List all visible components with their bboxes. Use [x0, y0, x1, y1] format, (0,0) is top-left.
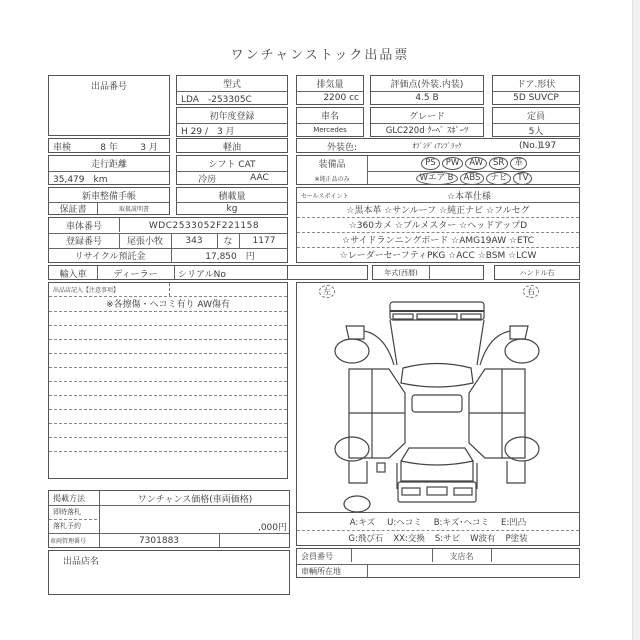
- handle-box: [494, 265, 580, 280]
- inspection-year: 8 年: [100, 142, 118, 153]
- damage-legend-box: [296, 512, 580, 546]
- grade-box: [370, 107, 484, 137]
- displacement-box: [296, 75, 364, 105]
- serial-number-label: シリアルNo: [178, 269, 226, 280]
- listing-method-value: ワンチャンス価格(車両価格): [137, 494, 253, 505]
- notes-header: 出品店記入【注意事項】: [53, 287, 120, 294]
- equipment-tv: TV: [513, 172, 532, 185]
- car-body-diagram: [297, 283, 581, 503]
- grade-score-label: 評価点(外装.内装): [390, 80, 464, 90]
- shop-name-box: [48, 550, 290, 595]
- plate-region: 尾張小牧: [126, 237, 163, 247]
- car-name-label: 車名: [320, 112, 339, 122]
- sheet-title: ワンチャンストック出品票: [230, 48, 410, 63]
- equipment-ps: PS: [421, 157, 440, 170]
- diagram-left-label: 左: [319, 285, 335, 298]
- legend-w: W波有: [470, 534, 496, 544]
- exterior-color-box: [296, 138, 580, 153]
- plate-label: 登録番号: [65, 237, 102, 247]
- equipment-box: [296, 155, 580, 185]
- plate-kana: な: [223, 237, 233, 247]
- import-value: ディーラー: [113, 269, 158, 280]
- legend-p: P塗装: [505, 534, 528, 544]
- damage-diagram-box: [296, 282, 580, 532]
- vehicle-location-label: 車輌所在地: [301, 566, 341, 576]
- equipment-abs: ABS: [460, 172, 485, 185]
- vin-value: WDC2533052F221158: [148, 220, 260, 231]
- sales-point-1: ☆本革仕様: [446, 191, 492, 202]
- equipment-pw: PW: [442, 157, 464, 170]
- equipment-row-1: [367, 156, 581, 171]
- legend-row-2: [297, 530, 579, 546]
- first-registration-value: H 29 / 3 月: [181, 126, 235, 137]
- first-registration-box: [176, 107, 288, 137]
- inspection-label: 車検: [53, 142, 72, 153]
- management-number-value: 7301883: [138, 535, 180, 546]
- equipment-aw: AW: [465, 157, 487, 170]
- grade-value: GLC220d ｸｰﾍﾟ ｽﾎﾟｰﾂ: [385, 126, 469, 136]
- lot-number-box: [48, 75, 170, 136]
- equipment-leather: 革: [510, 157, 527, 170]
- legend-g: G:飛び石: [348, 534, 384, 544]
- model-code-value: LDA -253305C: [181, 94, 252, 105]
- fuel-box: [176, 138, 288, 153]
- member-number-label: 会員番号: [301, 552, 333, 561]
- bid-reserve-value: ,000円: [257, 522, 287, 533]
- door-body-label: ドア.形状: [516, 80, 556, 90]
- grade-label: グレード: [408, 112, 445, 122]
- sales-point-5: ☆レーダーセーフティPKG ☆ACC ☆BSM ☆LCW: [339, 251, 537, 261]
- equipment-navi: ナビ: [486, 172, 511, 185]
- legend-s: S:サビ: [434, 534, 461, 544]
- fuel-value: 軽油: [222, 142, 241, 153]
- first-registration-label: 初年度登録: [209, 112, 255, 122]
- instant-bid-label: 即時落札: [53, 508, 81, 516]
- legend-u: U:ヘコミ: [387, 517, 422, 528]
- load-capacity-box: [176, 187, 288, 215]
- door-body-value: 5D SUVCP: [513, 93, 559, 103]
- sales-point-2: ☆黒本革 ☆サンルーフ ☆純正ナビ ☆フルセグ: [346, 206, 530, 216]
- legend-e: E:凹凸: [500, 517, 527, 528]
- plate-number: 1177: [252, 235, 276, 246]
- diagram-right-label: 右: [523, 285, 539, 298]
- capacity-label: 定員: [526, 112, 545, 122]
- legend-a: A:キズ: [349, 517, 376, 528]
- color-number-value: 197: [539, 141, 557, 151]
- equipment-sr: SR: [489, 157, 508, 170]
- sales-point-label: セールスポイント: [301, 192, 349, 200]
- car-name-box: [296, 107, 364, 137]
- warranty-label: 保証書: [59, 205, 87, 215]
- load-capacity-value: kg: [226, 203, 238, 214]
- grade-score-box: [370, 75, 484, 105]
- service-book-label: 新車整備手帳: [81, 191, 136, 202]
- vin-plate-box: [48, 217, 288, 263]
- inspection-box: [48, 138, 170, 153]
- inspection-month: 3 月: [140, 142, 158, 153]
- scan-edge: [632, 0, 640, 640]
- shift-ac-box: [176, 155, 288, 185]
- model-code-label: 型式: [222, 80, 241, 90]
- model-year-box: [372, 265, 484, 280]
- ac-value: AAC: [250, 173, 269, 183]
- color-number-label: (No.): [519, 141, 541, 151]
- import-label: 輸入車: [59, 269, 87, 280]
- sales-points-box: [296, 187, 580, 263]
- legend-b: B:キズ･ヘコミ: [433, 517, 489, 528]
- model-year-label: 年式(西暦): [384, 269, 418, 277]
- handle-label: ハンドル右: [519, 269, 555, 277]
- grade-score-value: 4.5 B: [415, 93, 439, 103]
- exterior-color-value: ｵﾌﾞｼﾃﾞｨｱﾝﾌﾞﾗｯｸ: [412, 142, 462, 150]
- import-box: [48, 265, 288, 280]
- sales-point-3: ☆360カメ ☆ブルメスター ☆ヘッドアップD: [348, 221, 528, 231]
- mileage-value: 35,479 km: [53, 174, 108, 185]
- door-body-box: [492, 75, 580, 105]
- shop-name-label: 出品店名: [63, 556, 100, 567]
- manual-label: 取扱説明書: [118, 206, 149, 213]
- shift-label: シフト CAT: [208, 160, 256, 170]
- sales-point-4: ☆サイドランニングボード ☆AMG19AW ☆ETC: [342, 236, 534, 246]
- capacity-value: 5人: [528, 126, 544, 137]
- equipment-label: 装備品: [318, 160, 346, 170]
- lot-number-label: 出品番号: [90, 81, 127, 92]
- model-year-value: [429, 266, 485, 280]
- capacity-box: [492, 107, 580, 137]
- branch-name-label: 支店名: [449, 552, 474, 561]
- serial-number-continuation: [288, 265, 368, 280]
- listing-method-label: 掲載方法: [53, 493, 85, 503]
- listing-method-box: [48, 490, 290, 548]
- model-code-box: [176, 75, 288, 105]
- equipment-row-2: [367, 171, 581, 185]
- vin-label: 車体番号: [65, 222, 102, 232]
- recycle-fee-label: リサイクル預託金: [74, 252, 146, 262]
- member-info-box: [296, 548, 580, 578]
- car-name-value: Mercedes: [313, 126, 347, 134]
- mileage-box: [48, 155, 170, 185]
- lot-number-value: [49, 96, 169, 130]
- load-capacity-label: 積載量: [218, 191, 246, 202]
- ac-label: 冷房: [198, 174, 217, 185]
- management-number-label: 車両管理番号: [50, 538, 87, 545]
- bid-reserve-label: 落札予約: [53, 522, 81, 530]
- service-book-box: [48, 187, 170, 215]
- mileage-label: 走行距離: [90, 160, 127, 170]
- equipment-note: ※純正品のみ: [314, 175, 350, 183]
- legend-row-1: [297, 513, 579, 530]
- displacement-value: 2200 cc: [323, 93, 359, 103]
- notes-line-1: ※各擦傷・ヘコミ有り AW傷有: [106, 299, 230, 310]
- legend-xx: XX:交換: [393, 534, 425, 544]
- plate-class: 343: [185, 235, 203, 246]
- notes-box: [48, 282, 288, 479]
- equipment-airbag: Wエア B: [416, 172, 458, 185]
- displacement-label: 排気量: [316, 80, 344, 90]
- recycle-fee-value: 17,850 円: [205, 252, 255, 262]
- exterior-color-label: 外装色:: [326, 142, 358, 153]
